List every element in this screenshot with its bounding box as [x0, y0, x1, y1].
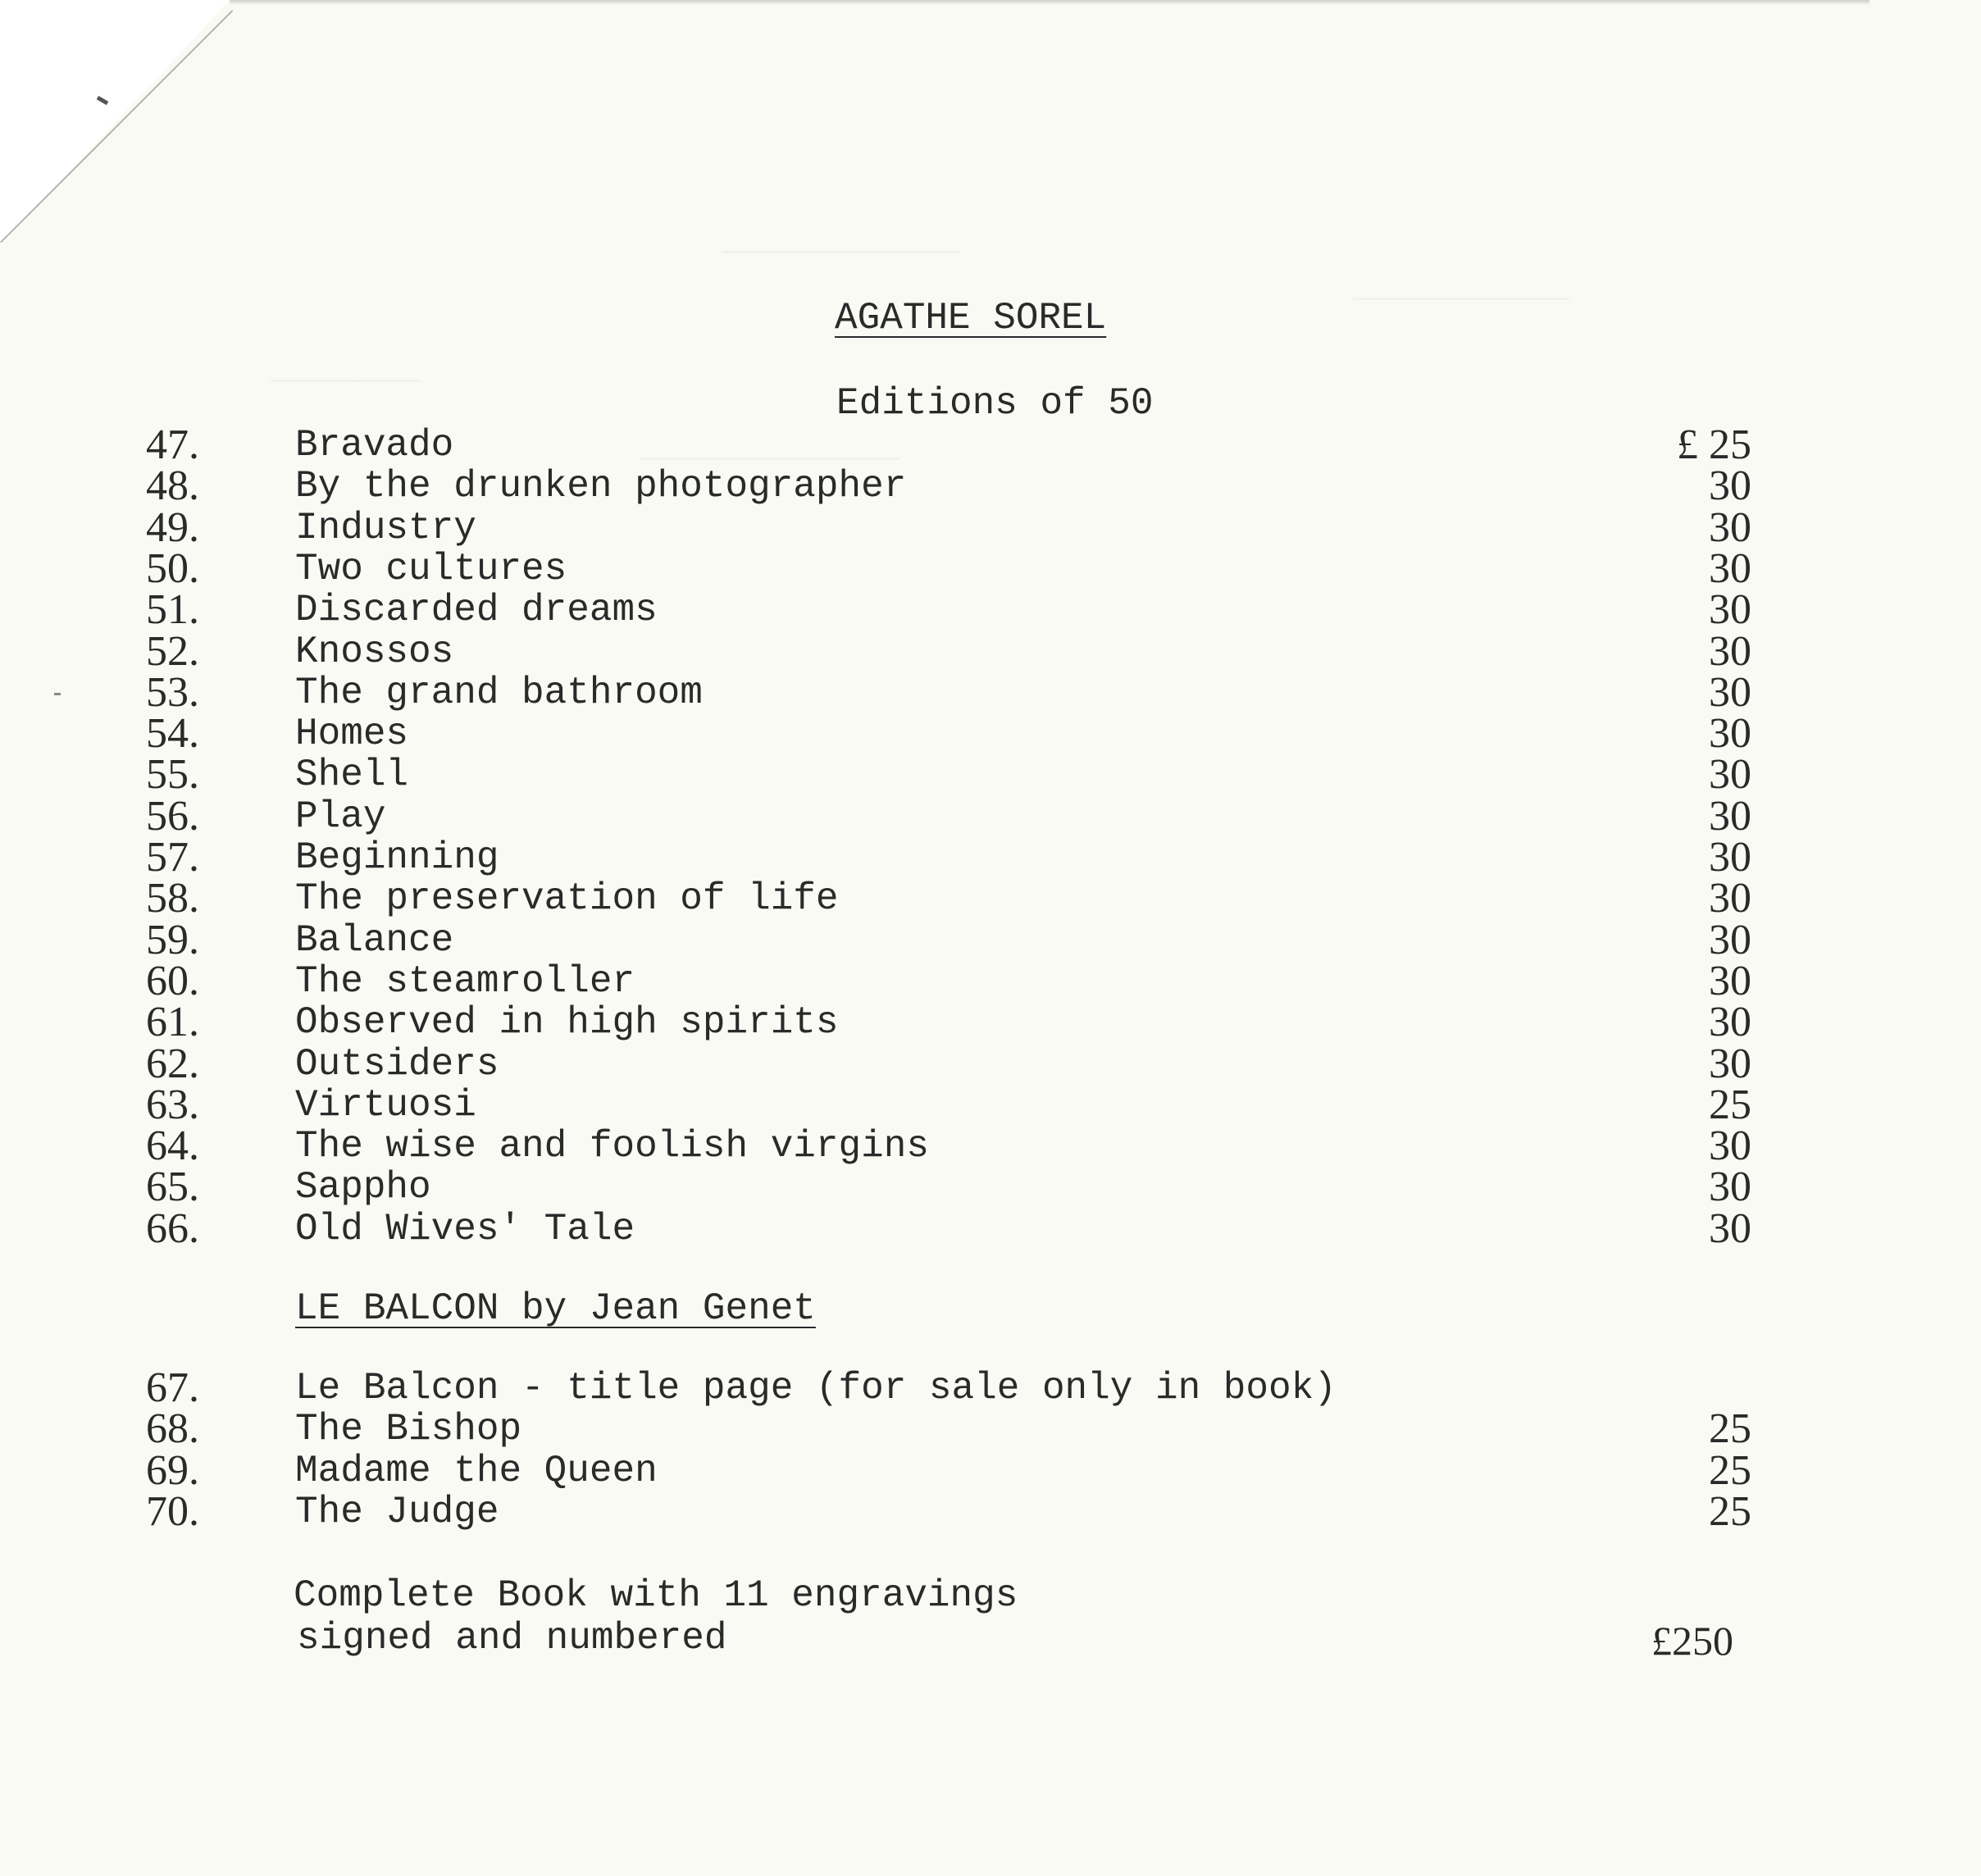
item-price: 25: [1709, 1487, 1751, 1535]
item-title: Sappho: [295, 1166, 431, 1209]
list-item: [0, 544, 1981, 592]
item-number: 55.: [146, 751, 199, 799]
item-price: 30: [1709, 668, 1751, 716]
item-price: 30: [1709, 462, 1751, 510]
list-item: [0, 1163, 1981, 1211]
list-item: [0, 1204, 1981, 1252]
item-price: 30: [1709, 1122, 1751, 1170]
list-item: [0, 916, 1981, 963]
item-title: Virtuosi: [295, 1083, 476, 1127]
list-item: [0, 957, 1981, 1004]
list-item: [0, 875, 1981, 922]
item-number: 49.: [146, 503, 199, 551]
item-title: Madame the Queen: [295, 1449, 658, 1492]
item-price: 30: [1709, 834, 1751, 881]
item-title: Play: [295, 795, 386, 838]
list-item: [0, 792, 1981, 840]
item-number: 69.: [146, 1446, 199, 1494]
item-title: Beginning: [295, 836, 499, 879]
list-item: [0, 1040, 1981, 1087]
list-item: [0, 1405, 1981, 1453]
complete-book-price: £250: [1651, 1618, 1733, 1664]
item-price: 30: [1709, 957, 1751, 1004]
item-title: Bravado: [295, 424, 454, 467]
item-price: 30: [1709, 710, 1751, 758]
item-number: 54.: [146, 710, 199, 758]
complete-book-line1: Complete Book with 11 engravings: [294, 1574, 1018, 1617]
item-price: 30: [1709, 875, 1751, 922]
item-price: 30: [1709, 627, 1751, 675]
list-item: [0, 627, 1981, 675]
item-number: 70.: [146, 1487, 199, 1535]
item-title: The Bishop: [295, 1408, 522, 1451]
list-item: [0, 586, 1981, 634]
item-price: 25: [1709, 1405, 1751, 1453]
item-title: Discarded dreams: [295, 589, 658, 632]
item-price: 30: [1709, 751, 1751, 799]
item-title: Homes: [295, 713, 409, 756]
item-number: 61.: [146, 999, 199, 1046]
list-item: [0, 1364, 1981, 1411]
item-title: The preservation of life: [295, 877, 839, 921]
item-number: 48.: [146, 462, 199, 510]
item-number: 56.: [146, 792, 199, 840]
editions-subheading: Editions of 50: [836, 382, 1154, 425]
item-price: £ 25: [1677, 421, 1751, 468]
section-heading-le-balcon: LE BALCON by Jean Genet: [295, 1287, 816, 1330]
paper-top-edge: [230, 0, 1869, 5]
item-title: By the drunken photographer: [295, 465, 907, 508]
item-title: The wise and foolish virgins: [295, 1125, 929, 1168]
item-number: 53.: [146, 668, 199, 716]
item-number: 57.: [146, 834, 199, 881]
item-number: 51.: [146, 586, 199, 634]
item-price: 30: [1709, 586, 1751, 634]
item-number: 50.: [146, 544, 199, 592]
list-item: [0, 668, 1981, 716]
item-number: 58.: [146, 875, 199, 922]
item-price: 25: [1709, 1081, 1751, 1128]
item-price: 30: [1709, 1163, 1751, 1211]
item-title: Two cultures: [295, 547, 567, 590]
item-title: Knossos: [295, 630, 454, 673]
item-number: 60.: [146, 957, 199, 1004]
item-number: 59.: [146, 916, 199, 963]
item-number: 66.: [146, 1204, 199, 1252]
item-title: Balance: [295, 918, 454, 962]
item-price: 30: [1709, 999, 1751, 1046]
list-item: [0, 751, 1981, 799]
item-price: 30: [1709, 503, 1751, 551]
list-item: [0, 710, 1981, 758]
item-title: Industry: [295, 506, 476, 549]
item-number: 63.: [146, 1081, 199, 1128]
list-item: [0, 1122, 1981, 1170]
item-title: The grand bathroom: [295, 671, 703, 714]
item-price: 25: [1709, 1446, 1751, 1494]
list-item: [0, 1446, 1981, 1494]
item-number: 65.: [146, 1163, 199, 1211]
item-title: The steamroller: [295, 959, 635, 1003]
list-item: [0, 1487, 1981, 1535]
list-item: [0, 503, 1981, 551]
item-title: Old Wives' Tale: [295, 1207, 635, 1250]
item-number: 67.: [146, 1364, 199, 1411]
item-price: 30: [1709, 792, 1751, 840]
item-price: 30: [1709, 544, 1751, 592]
item-number: 64.: [146, 1122, 199, 1170]
item-title: Observed in high spirits: [295, 1001, 839, 1045]
item-title: Outsiders: [295, 1042, 499, 1086]
complete-book-line2: signed and numbered: [297, 1617, 727, 1660]
item-number: 62.: [146, 1040, 199, 1087]
list-item: [0, 462, 1981, 510]
item-title: Shell: [295, 754, 409, 797]
item-price: 30: [1709, 1204, 1751, 1252]
list-item: [0, 421, 1981, 468]
list-item: [0, 999, 1981, 1046]
page-heading: AGATHE SOREL: [835, 297, 1107, 339]
item-title: The Judge: [295, 1490, 499, 1533]
list-item: [0, 834, 1981, 881]
item-number: 52.: [146, 627, 199, 675]
item-number: 47.: [146, 421, 199, 468]
item-price: 30: [1709, 1040, 1751, 1087]
item-price: 30: [1709, 916, 1751, 963]
item-title: Le Balcon - title page (for sale only in book): [295, 1367, 1337, 1409]
item-number: 68.: [146, 1405, 199, 1453]
list-item: [0, 1081, 1981, 1128]
